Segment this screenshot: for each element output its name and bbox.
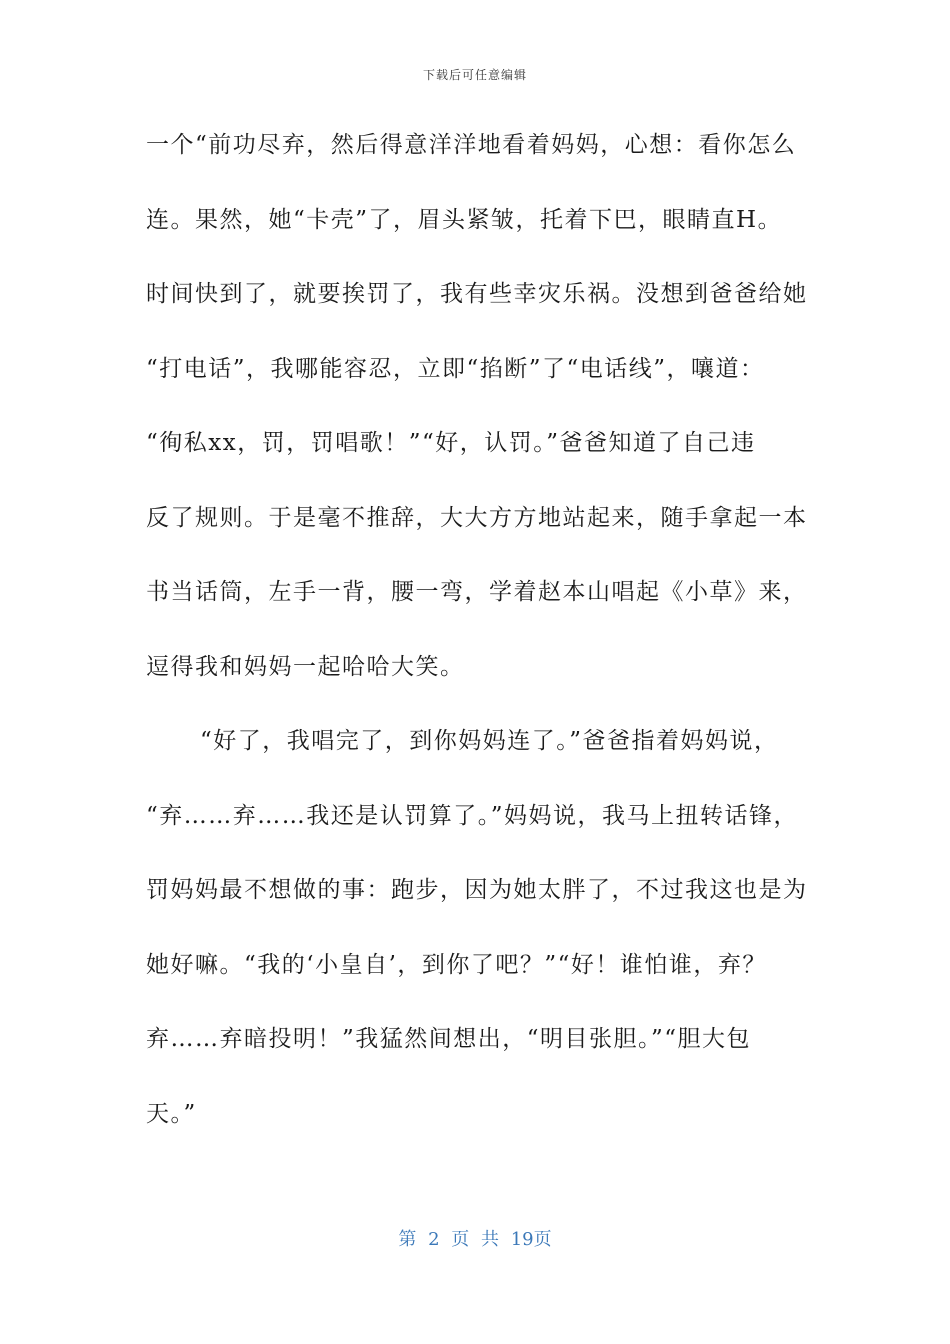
text-line: 连。果然，她“卡壳”了，眉头紧皱，托着下巴，眼睛直H。: [146, 206, 783, 233]
text-line: 逗得我和妈妈一起哈哈大笑。: [146, 653, 465, 680]
text-line: 一个“前功尽弃，然后得意洋洋地看着妈妈，心想：看你怎么: [146, 132, 797, 158]
text-line: 反了规则。于是毫不推辞，大大方方地站起来，随手拿起一本: [146, 504, 808, 531]
text-line: 罚妈妈最不想做的事：跑步，因为她太胖了，不过我这也是为: [146, 877, 808, 903]
text-line: 时间快到了，就要挨罚了，我有些幸灾乐祸。没想到爸爸给她: [146, 281, 808, 307]
text-line: “弃……弃……我还是认罚算了。”妈妈说，我马上扭转话锋，: [146, 802, 799, 829]
page-header-note: 下载后可任意编辑: [422, 68, 527, 82]
text-line: 她好嘛。“我的‘小皇自’，到你了吧？”“好！谁怕谁，弃？: [146, 951, 767, 978]
document-body: [146, 112, 806, 1155]
text-line: “徇私xx，罚，罚唱歌！”“好，认罚。”爸爸知道了自己违: [146, 430, 756, 456]
paragraph-start-line: “好了，我唱完了，到你妈妈连了。”爸爸指着妈妈说，: [200, 728, 779, 754]
text-line: 天。”: [146, 1100, 197, 1127]
page-number: 第 2 页 共 19页: [398, 1229, 552, 1250]
text-line: “打电话”，我哪能容忍，立即“掐断”了“电话线”，嚷道：: [146, 355, 765, 382]
text-line: 书当话筒，左手一背，腰一弯，学着赵本山唱起《小草》来，: [146, 579, 808, 605]
text-line: 弃……弃暗投明！”我猛然间想出，“明目张胆。”“胆大包: [146, 1026, 752, 1052]
